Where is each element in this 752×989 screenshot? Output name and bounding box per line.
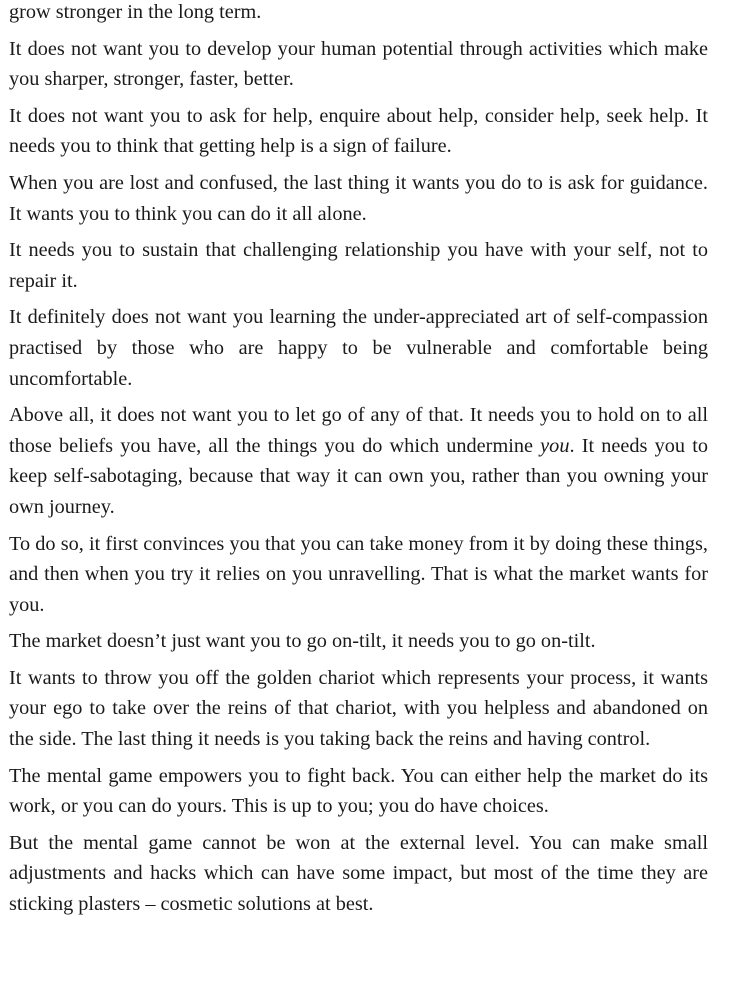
paragraph-7 <box>9 400 708 522</box>
paragraph-7-emphasis: you <box>540 434 570 457</box>
paragraph-10: It wants to throw you off the golden chariot which represents your process, it wants your ego to take over the reins of that chariot, with you helpless and abandoned on the side. The last thing it needs is you taking back the reins and having control. <box>9 666 708 751</box>
paragraph-3: It does not want you to ask for help, enquire about help, consider help, seek help. It needs you to think that getting help is a sign of failure. <box>9 104 708 158</box>
paragraph-9: The market doesn’t just want you to go on-tilt, it needs you to go on-tilt. <box>9 630 596 653</box>
book-page-text <box>9 0 708 926</box>
paragraph-4: When you are lost and confused, the last thing it wants you do to is ask for guidance. It wants you to think you can do it all alone. <box>9 171 708 225</box>
paragraph-2: It does not want you to develop your human potential through activities which make you sharper, stronger, faster, better. <box>9 37 708 91</box>
paragraph-7-text-before: Above all, it does not want you to let go of any of that. It needs you to hold on to all those beliefs you have, all the things you do which undermine <box>9 404 708 457</box>
paragraph-6: It definitely does not want you learning the under-appreciated art of self-compassion practised by those who are happy to be vulnerable and comfortable being uncomfortable. <box>9 306 708 390</box>
paragraph-11: The mental game empowers you to fight back. You can either help the market do its work, or you can do yours. This is up to you; you do have choices. <box>9 764 708 818</box>
paragraph-12: But the mental game cannot be won at the external level. You can make small adjustments and hacks which can have some impact, but most of the time they are sticking plasters – cosmetic solutions at best. <box>9 831 708 916</box>
paragraph-8: To do so, it first convinces you that you can take money from it by doing these things, and then when you try it relies on you unravelling. That is what the market wants for you. <box>9 532 708 616</box>
paragraph-5: It needs you to sustain that challenging relationship you have with your self, not to repair it. <box>9 239 708 292</box>
paragraph-7-text-after: . It needs you to keep self-sabotaging, because that way it can own you, rather than you owning your own journey. <box>9 434 708 518</box>
paragraph-1: grow stronger in the long term. <box>9 1 262 23</box>
